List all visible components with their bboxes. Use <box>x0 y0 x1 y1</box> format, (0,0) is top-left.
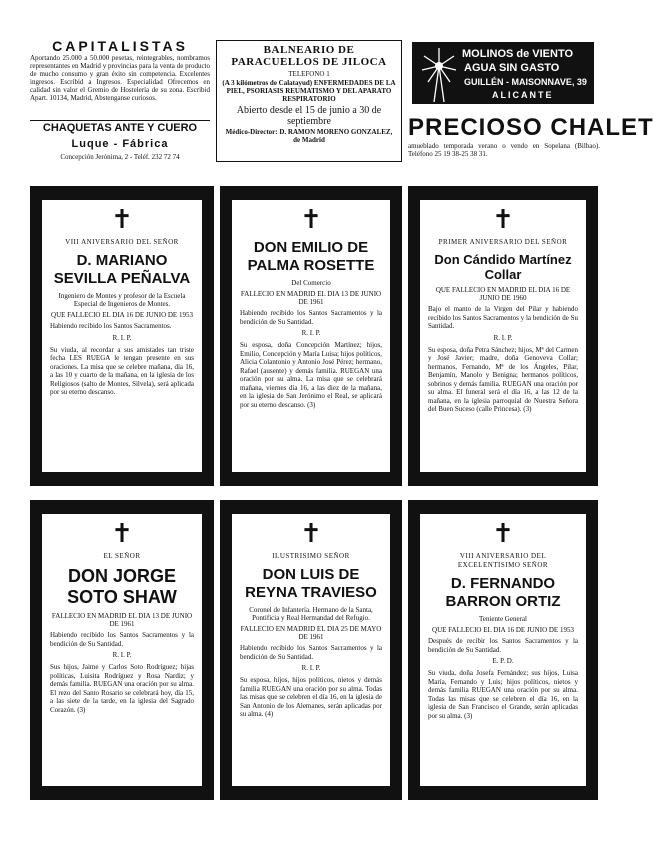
obituary-name: DON LUIS DE REYNA TRAVIESO <box>245 566 377 601</box>
obituary-card <box>30 500 214 800</box>
obituary-text1: Habiendo recibido los Santos Sacramentos y la bendición de Su Santidad. <box>50 631 194 648</box>
obituary-text2: Su viuda, doña Josefa Fernández; sus hijos, Luisa María, Fernando y Luis; hijos políticos, nietos y demás familia RUEGAN una oración por su alma. Todas las misas que se celebren el día 16, en la iglesia de San Francisco el Grande, serán aplicadas por su alma. (3) <box>428 669 578 720</box>
cross-icon: ✝ <box>111 519 133 549</box>
obituary-text2: Su esposa, doña Petra Sánchez; hijos, Mª del Carmen y José Javier; madre, doña Genoveva Collar; hermanos, Fernando, Mª de los Ángeles, Pilar, Benjamín, Manolo y Benigna; hermanos políticos, sobrinos y demás familia. RUEGAN una oración por su alma. El funeral será el día 16, a las 12 de la mañana, en la iglesia parroquial de Nuestra Señora del Buen Suceso (calle Princesa). (3) <box>428 345 578 413</box>
ad-chaquetas-subtitle: Luque - Fábrica <box>71 138 169 150</box>
ad-molinos-line4: ALICANTE <box>492 90 554 100</box>
obituary-date: FALLECIO EN MADRID EL DIA 13 DE JUNIO DE 1961 <box>51 612 193 628</box>
ad-balneario <box>216 40 402 162</box>
obituary-text2: Su esposa, hijos, hijos políticos, nietos y demás familia RUEGAN una oración por su alma. Todas las misas que se celebren el día 16, en la iglesia de San Antonio de los Alemanes, serán aplicadas por su alma. (4) <box>240 676 382 718</box>
obituary-sub: Del Comercio <box>291 279 331 287</box>
obituary-pre: ILUSTRISIMO SEÑOR <box>272 552 350 560</box>
cross-icon: ✝ <box>492 519 514 549</box>
cross-icon: ✝ <box>492 205 514 235</box>
obituary-sub: Ingeniero de Montes y profesor de la Escuela Especial de Ingenieros de Montes. <box>58 292 186 308</box>
ad-balneario-title: BALNEARIO DE PARACUELLOS DE JILOCA <box>231 44 387 68</box>
divider <box>30 120 210 121</box>
ad-molinos-line2: AGUA SIN GASTO <box>464 62 560 74</box>
cross-icon: ✝ <box>300 205 322 235</box>
ad-chalet <box>408 114 654 158</box>
cross-icon: ✝ <box>300 519 322 549</box>
obituary-text1: Habiendo recibido los Santos Sacramentos y la bendición de Su Santidad. <box>240 309 382 326</box>
obituary-name: DON EMILIO DE PALMA ROSETTE <box>247 239 375 274</box>
obituary-name: D. MARIANO SEVILLA PEÑALVA <box>53 252 191 287</box>
obituary-text1: Después de recibir los Santos Sacramentos y la bendición de Su Santidad. <box>428 637 578 654</box>
obituary-pre: PRIMER ANIVERSARIO DEL SEÑOR <box>438 238 568 246</box>
obituary-pre: VIII ANIVERSARIO DEL EXCELENTISIMO SEÑOR <box>457 552 549 569</box>
obituary-date: QUE FALLECIO EL DIA 16 DE JUNIO DE 1953 <box>51 311 193 319</box>
obituary-card <box>220 500 402 800</box>
ad-chalet-body: amueblado temporada verano o vendo en Sopelana (Bilbao). Teléfono 25 19 38-25 38 31. <box>408 142 600 158</box>
ad-balneario-phone: TELEFONO 1 <box>288 70 330 78</box>
obituary-text2: Sus hijos, Jaime y Carlos Soto Rodríguez; hijas políticas, Luisita Rodríguez y Rosa Nardiz; y demás familia. RUEGAN una oración por su alma. El rezo del Santo Rosario se celebrará hoy, día 15, a las siete de la tarde, en la iglesia del Sagrado Corazón. (3) <box>50 663 194 714</box>
obituary-date: QUE FALLECIO EN MADRID EL DIA 16 DE JUNIO DE 1960 <box>435 286 571 302</box>
ad-balneario-body: (A 3 kilómetros de Calatayud) ENFERMEDADES DE LA PIEL, PSORIASIS REUMATISMO Y DEL APARATO RESPIRATORIO <box>222 79 396 103</box>
obituary-card <box>30 186 214 486</box>
ad-chaquetas-address: Concepción Jerónima, 2 - Teléf. 232 72 74 <box>60 153 180 161</box>
obituary-rip: R. I. P. <box>301 329 321 337</box>
obituary-date: FALLECIO EN MADRID EL DIA 25 DE MAYO DE 1961 <box>240 625 382 641</box>
windmill-icon <box>414 42 464 104</box>
obituary-text1: Bajo el manto de la Virgen del Pilar y habiendo recibido los Santos Sacramentos y la bendición de Su Santidad. <box>428 305 578 330</box>
obituary-date: FALLECIO EN MADRID EL DIA 13 DE JUNIO DE 1961 <box>240 290 382 306</box>
ad-capitalistas <box>30 38 210 102</box>
obituary-name: Don Cándido Martínez Collar <box>434 252 572 282</box>
obituary-card <box>408 186 598 486</box>
obituary-name: DON JORGE SOTO SHAW <box>67 566 177 607</box>
ad-molinos-line1: MOLINOS de VIENTO <box>462 48 574 60</box>
obituary-pre: VIII ANIVERSARIO DEL SEÑOR <box>65 238 179 246</box>
obituary-rip: E. P. D. <box>492 657 514 665</box>
obituary-card <box>408 500 598 800</box>
obituary-text2: Su esposa, doña Concepción Martínez; hijos, Emilio, Concepción y María Luisa; hijos políticos, Alicia Colantonio y Antonio José Pérez; hermano, Rafael (ausente) y demás familia. RUEGAN una oración por su alma. La misa que se celebrará mañana, viernes día 16, a las diez de la mañana, en la iglesia de San Jerónimo el Real, se aplicará por su eterno descanso. (3) <box>240 341 382 409</box>
obituary-text1: Habiendo recibido los Santos Sacramentos. <box>50 322 172 330</box>
ad-capitalistas-title: CAPITALISTAS <box>52 38 188 54</box>
obituary-date: QUE FALLECIO EL DIA 16 DE JUNIO DE 1953 <box>432 626 574 634</box>
obituary-sub: Teniente General <box>479 615 527 623</box>
ad-chaquetas <box>30 122 210 162</box>
obituary-card <box>220 186 402 486</box>
ad-chalet-title: PRECIOSO CHALET <box>408 114 654 141</box>
obituary-rip: R. I. P. <box>112 333 132 342</box>
obituary-pre: EL SEÑOR <box>103 552 141 560</box>
obituary-sub: Coronel de Infantería. Hermano de la Santa, Pontificia y Real Hermandad del Refugio. <box>249 606 373 622</box>
obituary-rip: R. I. P. <box>301 664 321 672</box>
obituary-rip: R. I. P. <box>112 651 132 659</box>
obituary-name: D. FERNANDO BARRON ORTIZ <box>445 575 561 610</box>
ad-capitalistas-body: Aportando 25.000 a 50.000 pesetas, reintegrables, nombramos representantes en Madrid y provincias para la venta de producto de mucho consumo y gran éxito sin competencia. Excelentes ingresos. Escribid a Ingresos. Especialidad Ofrecemos en calidad sin valor el Gremio de Hostelería de su zona. Escribid Apart. 10134, Madrid, Abstenganse curiosos. <box>30 54 210 102</box>
ad-molinos <box>412 42 594 104</box>
ad-chaquetas-title: CHAQUETAS ANTE Y CUERO <box>42 122 198 134</box>
ad-molinos-line3: GUILLÉN - MAISONNAVE, 39 <box>464 77 587 87</box>
cross-icon: ✝ <box>111 205 133 235</box>
obituary-text2: Su viuda, al recordar a sus amistades tan triste fecha LES RUEGA le tengan presente en sus oraciones. La misa que se celebre mañana, día 16, a las 10 y cuarto de la mañana, en la iglesia de los Religiosos (salto de Montes, Silvela), será aplicada por su eterno descanso. <box>50 345 194 396</box>
ad-balneario-open: Abierto desde el 15 de junio a 30 de septiembre <box>236 105 382 127</box>
obituary-rip: R. I. P. <box>493 333 513 342</box>
ad-balneario-director: Médico-Director: D. RAMON MORENO GONZALEZ, de Madrid <box>225 128 393 144</box>
obituary-text1: Habiendo recibido los Santos Sacramentos y la bendición de Su Santidad. <box>240 644 382 661</box>
